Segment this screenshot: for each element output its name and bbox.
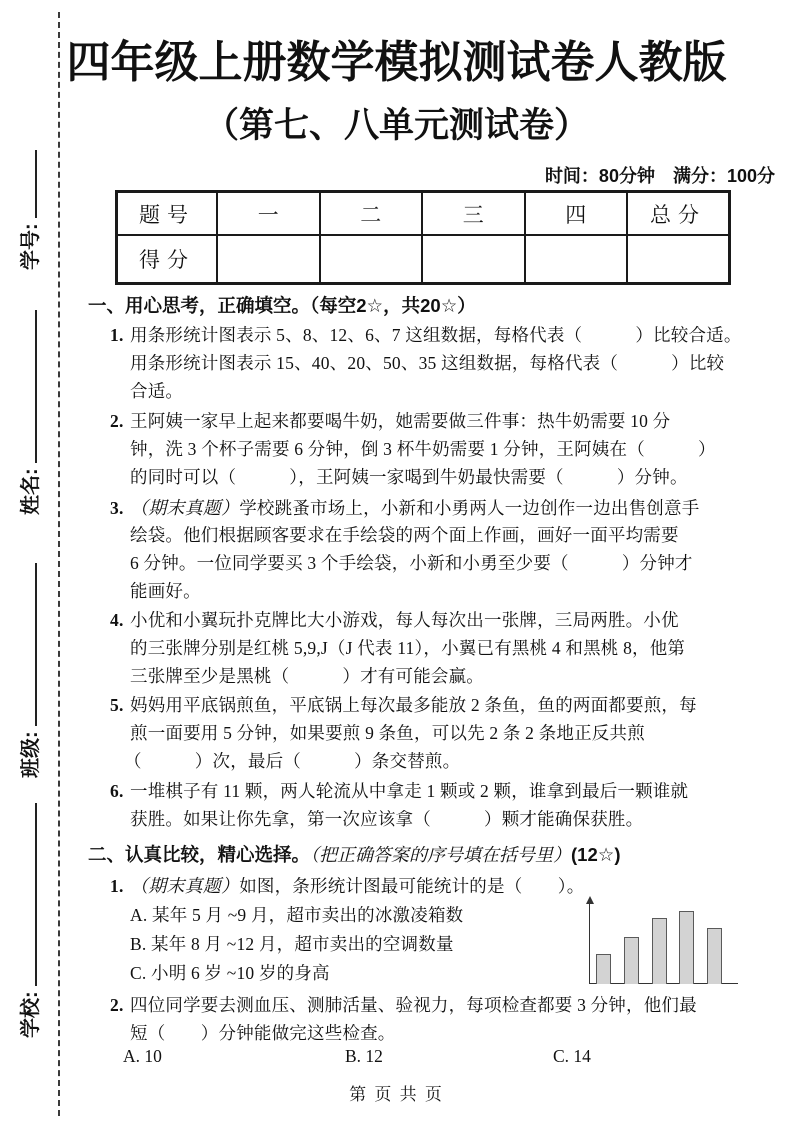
- question-number: 2.: [110, 995, 124, 1015]
- score-table-cell-part4: 四: [525, 192, 628, 236]
- section-one-heading: [88, 292, 476, 318]
- class-label: 班级:: [20, 731, 42, 778]
- q4-line1: [110, 607, 679, 632]
- s2-q2-option-b: B. 12: [345, 1046, 383, 1066]
- question-number: 2.: [110, 411, 124, 431]
- score-table-cell-part2: 二: [320, 192, 423, 236]
- q6-line2: 获胜。如果让你先拿，第一次应该拿（ ）颗才能确保获胜。: [130, 809, 644, 829]
- question-number: 6.: [110, 781, 124, 801]
- section-two-heading: [88, 841, 621, 867]
- score-cell: [217, 235, 320, 284]
- school-label: 学校:: [20, 991, 42, 1038]
- score-cell: [525, 235, 628, 284]
- question-number: 4.: [110, 610, 124, 630]
- s2-q2-line2: 短（ ）分钟能做完这些检查。: [130, 1023, 396, 1043]
- question-number: 1.: [110, 876, 124, 896]
- q4-line2: 的三张牌分别是红桃 5,9,J（J 代表 11），小翼已有黑桃 4 和黑桃 8，他第: [130, 638, 686, 658]
- q3-line3: 6 分钟。一位同学要买 3 个手绘袋，小新和小勇至少要（ ）分钟才: [130, 553, 693, 573]
- question-text: 王阿姨一家早上起来都要喝牛奶，她需要做三件事：热牛奶需要 10 分: [130, 411, 671, 431]
- section-one-heading-note: （每空2☆，共20☆）: [310, 295, 476, 316]
- score-table-cell-question-number: 题号: [117, 192, 218, 236]
- section-two-heading-note: （把正确答案的序号填在括号里）: [310, 845, 572, 865]
- school-blank-line: [20, 803, 37, 986]
- score-table-cell-part3: 三: [422, 192, 525, 236]
- q5-line1: [110, 692, 697, 717]
- page-title: 四年级上册数学模拟测试卷人教版: [66, 38, 727, 87]
- section-one-heading-text: 一、用心思考，正确填空。: [88, 295, 311, 316]
- q2-line2: 钟，洗 3 个杯子需要 6 分钟，倒 3 杯牛奶需要 1 分钟，王阿姨在（ ）: [130, 439, 716, 459]
- q1-line2: 用条形统计图表示 15、40、20、50、35 这组数据，每格代表（ ）比较: [130, 353, 725, 373]
- bar: [707, 928, 722, 984]
- sidebar-field-school: [14, 803, 43, 1038]
- student-number-blank-line: [20, 150, 37, 218]
- s2-q1-option-a: A. 某年 5 月 ~9 月，超市卖出的冰激凌箱数: [130, 905, 464, 925]
- q3-line2: 绘袋。他们根据顾客要求在手绘袋的两个面上作画，画好一面平均需要: [130, 525, 679, 545]
- question-text: 四位同学要去测血压、测肺活量、验视力，每项检查都要 3 分钟，他们最: [130, 995, 697, 1015]
- question-number: 3.: [110, 498, 124, 518]
- sidebar-dashed-divider: [58, 12, 60, 1116]
- time-score-info: 时间：80分钟 满分：100分: [544, 166, 775, 186]
- s2-q2-line1: [110, 992, 697, 1017]
- exam-source-tag: （期末真题）: [130, 498, 240, 518]
- score-cell: [320, 235, 423, 284]
- question-text: 如图，条形统计图最可能统计的是（ ）。: [239, 876, 585, 896]
- q1-line1: [110, 322, 742, 347]
- exam-source-tag: （期末真题）: [130, 876, 240, 896]
- section-two-heading-text: 二、认真比较，精心选择。: [88, 844, 311, 865]
- question-text: 小优和小翼玩扑克牌比大小游戏，每人每次出一张牌，三局两胜。小优: [130, 610, 679, 630]
- q6-line1: [110, 778, 688, 803]
- question-number: 5.: [110, 695, 124, 715]
- question-text: 妈妈用平底锅煎鱼，平底锅上每次最多能放 2 条鱼，鱼的两面都要煎，每: [130, 695, 697, 715]
- sidebar-field-name: [14, 310, 43, 515]
- name-label: 姓名:: [20, 468, 42, 515]
- score-cell: [422, 235, 525, 284]
- question-text: 一堆棋子有 11 颗，两人轮流从中拿走 1 颗或 2 颗，谁拿到最后一颗谁就: [130, 781, 689, 801]
- question-text: 学校跳蚤市场上，小新和小勇两人一边创作一边出售创意手: [239, 498, 700, 518]
- score-table-score-row: [117, 235, 730, 284]
- s2-q1-line1: [110, 872, 584, 898]
- bar: [679, 911, 694, 984]
- s2-q1-option-b: B. 某年 8 月 ~12 月，超市卖出的空调数量: [130, 934, 454, 954]
- q5-line2: 煎一面要用 5 分钟，如果要煎 9 条鱼，可以先 2 条 2 条地正反共煎: [130, 723, 645, 743]
- sidebar-field-class: [14, 563, 43, 778]
- bar: [624, 937, 639, 984]
- score-table-header-row: [117, 192, 730, 236]
- s2-q2-option-a: A. 10: [123, 1046, 162, 1066]
- score-cell: [627, 235, 730, 284]
- score-table-cell-total: 总分: [627, 192, 730, 236]
- page-subtitle: （第七、八单元测试卷）: [203, 106, 589, 145]
- q1-line3: 合适。: [130, 381, 184, 401]
- q5-line3: （ ）次，最后（ ）条交替煎。: [124, 751, 461, 771]
- page-footer: 第 页 共 页: [349, 1085, 444, 1104]
- s2-q2-option-c: C. 14: [553, 1046, 591, 1066]
- q2-line3: 的同时可以（ ），王阿姨一家喝到牛奶最快需要（ ）分钟。: [130, 467, 688, 487]
- bar: [652, 918, 667, 984]
- question-number: 1.: [110, 325, 124, 345]
- bar-chart-figure: [585, 897, 740, 987]
- s2-q1-option-c: C. 小明 6 岁 ~10 岁的身高: [130, 963, 330, 983]
- q3-line1: [110, 494, 699, 520]
- score-table-cell-part1: 一: [217, 192, 320, 236]
- student-number-label: 学号:: [20, 223, 42, 270]
- section-two-heading-score: (12☆): [571, 844, 621, 865]
- score-table: [115, 190, 731, 285]
- sidebar-field-student-number: [14, 150, 43, 270]
- score-row-label: 得分: [117, 235, 218, 284]
- chart-y-axis: [589, 902, 590, 984]
- name-blank-line: [20, 310, 37, 463]
- q2-line1: [110, 408, 670, 433]
- question-text: 用条形统计图表示 5、8、12、6、7 这组数据，每格代表（ ）比较合适。: [130, 325, 742, 345]
- q3-line4: 能画好。: [130, 581, 201, 601]
- q4-line3: 三张牌至少是黑桃（ ）才有可能会赢。: [130, 666, 484, 686]
- bar: [596, 954, 611, 984]
- class-blank-line: [20, 563, 37, 726]
